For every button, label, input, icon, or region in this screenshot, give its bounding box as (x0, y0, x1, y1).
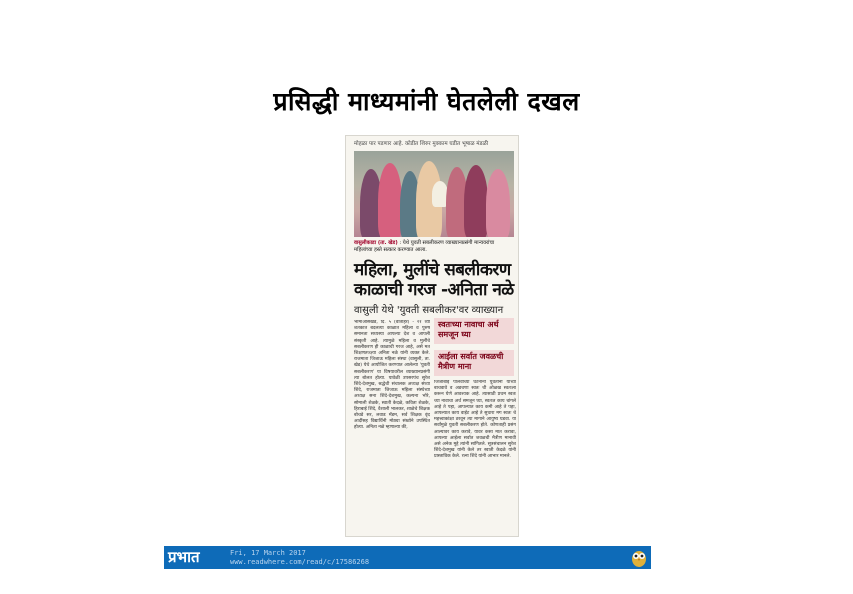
caption-text: : येथे युवती सबलीकरण व्याख्यानप्रसंगी मान्यवरांचा महिलांच्या हस्ते सत्कार करण्यात आला. (354, 240, 495, 253)
slide-title: प्रसिद्धी माध्यमांनी घेतलेली दखल (273, 87, 580, 116)
subheadline: वासुली येथे 'युवती सबलीकर'वर व्याख्यान (354, 305, 504, 316)
source-url: www.readwhere.com/read/c/17586268 (230, 558, 370, 566)
publication-date: Fri, 17 March 2017 (230, 549, 306, 557)
photo-caption (354, 240, 514, 253)
event-photo (354, 151, 514, 237)
newspaper-logo: प्रभात (168, 548, 200, 566)
article-column-right: जिजाबाई पालवीच्या घटनांनी युवतींनी याच्या बाचवावे व अडचणा स्वतः ची ओळख स्वतःला करून घेणे आवश्यक आहे. त्यासाठी प्रथम स्वतः च्या नावाचा अर्थ समजून घ्या, स्वतःत काय चांगले आहे ते पहा, आपल्यात काय कमी आहे ते पहा, आपल्यात काय वाईट आहे ते सुधारा मग स्वतः चे महत्त्वाकांक्षा ठरवून त्या मागाने आयुष्य घडवा. या सर्वांमुळे युवती सबलीकरण होते. कोणताही प्रसंग आल्यावर काय करावे, यावर कसा मात करावा, आपल्या आईला सर्वात जवळची मैत्रीण मानावी असे अनेक मुद्दे त्यांनी सांगितले. सूत्रसंचालन सुरेश शिंदे-देशमुख यांनी केले तर स्वाती केदळे यांनी प्रास्ताविक केले. रत्ना शिंदे यांनी आभार मानले. (434, 380, 516, 460)
newspaper-clipping (345, 135, 519, 537)
highlight-box-2: आईला सर्वात जवळची मैत्रीण माना (434, 350, 514, 376)
caption-place: वासुलीकाडा (ता. खेड) (354, 240, 398, 246)
clipping-top-line: मोहळा पार पडणार आहे. कोडीत शिरुर मुक्काम घडीत भूषाळ मंडळी (354, 141, 489, 147)
source-banner (164, 546, 651, 569)
highlight-box-1: स्वतःच्या नावाचा अर्थ समजून घ्या (434, 318, 514, 344)
headline-line-1: महिला, मुलींचे सबलीकरण (354, 260, 511, 280)
owl-icon (630, 548, 648, 567)
article-column-left: भामाआसखेड, दि. ५ (वार्ताहर) - २१ व्या शतकात बदलत्या काळात महिला व पुरुष समानता सध्यस्या आपल्या देश व आपली संस्कृती आहे. त्यामुळे महिला व मुलींचे सबलीकरण ही काळाची गरज आहे, असे मत शिक्षणतज्ज्ञ्या अनिता नळे यांनी व्यक्त केले. राजमाता जिजाऊ महिला संस्था (वासुली, ता. खेड) येथे आयोजित करण्यात आलेल्या 'युवती सबलीकरण' या विषयावरील व्याख्यानप्रसंगी त्या बोलत होत्या. यावेळी उपसरपंच सुरेश शिंदे-देशमुख, श्रद्धेची संचालक अध्यक्ष संध्या शिंदे, राजमाता जिजाऊ महिला संस्थेच्या अध्यक्ष सना शिंदे-देशमुख, कल्पना भोरे, सोमाली शेळके, स्वाती केदळे, कविता शेळके, हिराबाई शिंदे, वैशाली भालकर, शाळेचे शिक्षक बोचडे सर, लवाड मॅडम, सर्व शिक्षक वृंद आदींसह विद्यार्थिनी मोठ्या संख्येने उपस्थित होत्या. अनिता नळे म्हणाल्या की, (354, 320, 430, 431)
headline-line-2: काळाची गरज -अनिता नळे (354, 280, 514, 300)
